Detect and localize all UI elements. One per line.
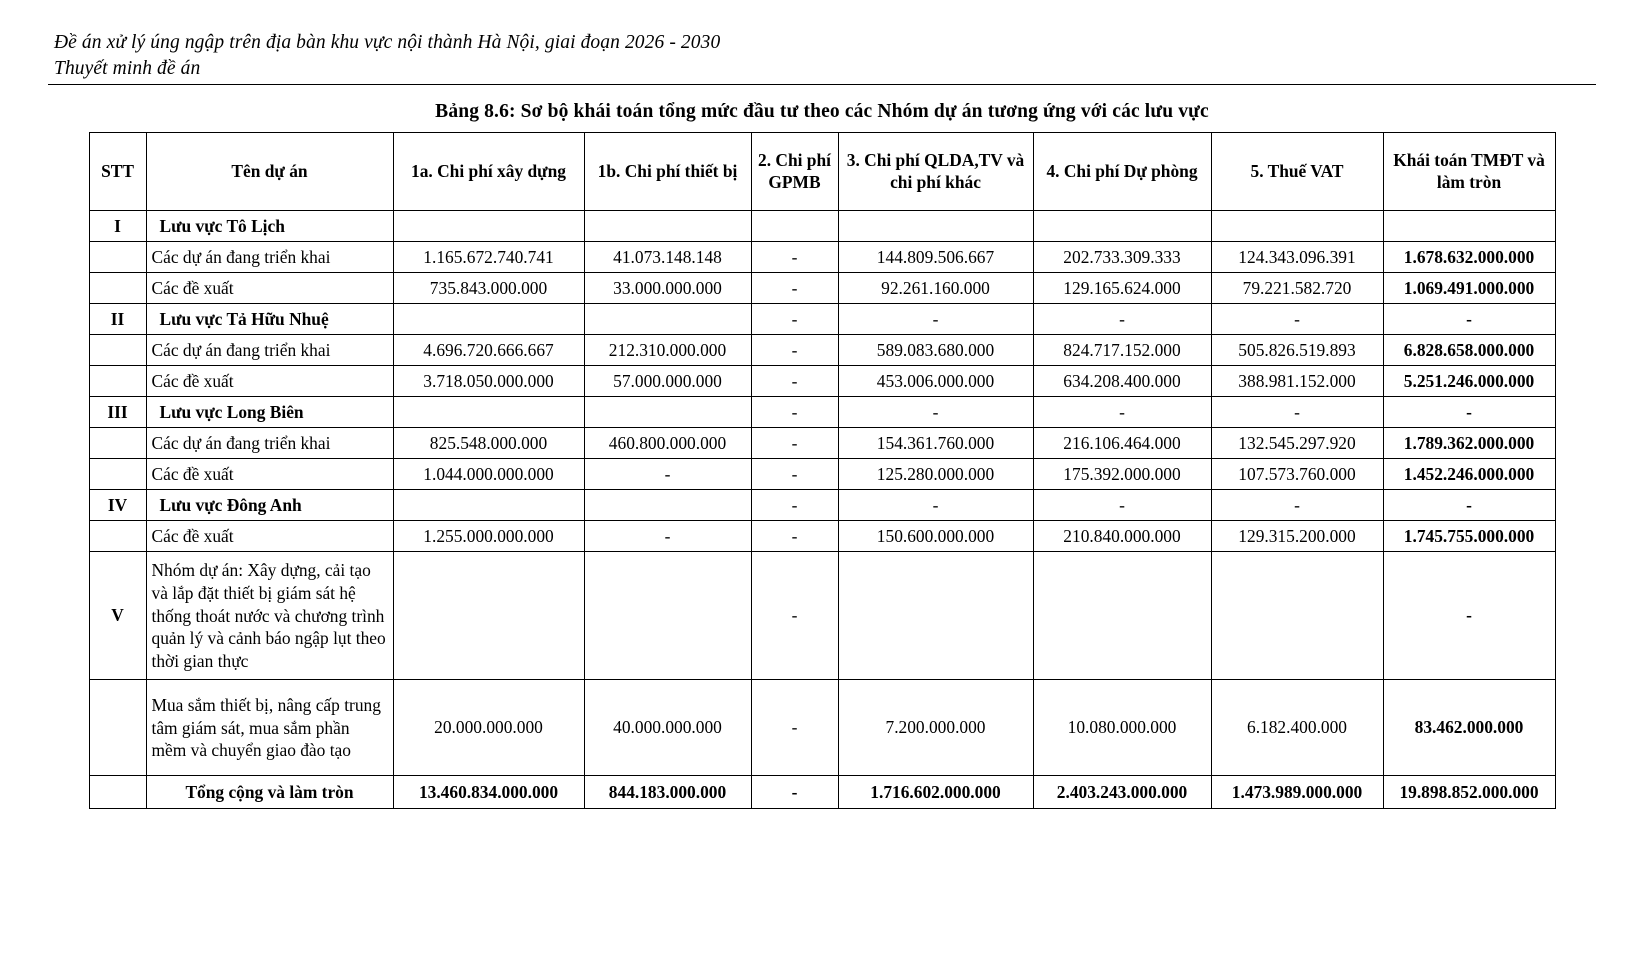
table-header [89,133,1555,211]
cell-management-consulting-cost: - [838,304,1033,335]
cell-stt [89,335,146,366]
cell-site-clearance-cost: - [751,490,838,521]
table-row [89,242,1555,273]
table-row [89,335,1555,366]
cell-total-estimate: - [1383,397,1555,428]
cell-total-estimate: 6.828.658.000.000 [1383,335,1555,366]
cell-site-clearance-cost: - [751,397,838,428]
table-row [89,273,1555,304]
cell-project-name: Lưu vực Đông Anh [146,490,393,521]
cell-stt [89,273,146,304]
cell-vat: 6.182.400.000 [1211,680,1383,776]
table-row [89,490,1555,521]
cell-management-consulting-cost: 453.006.000.000 [838,366,1033,397]
cell-vat: 505.826.519.893 [1211,335,1383,366]
cell-contingency-cost: 634.208.400.000 [1033,366,1211,397]
table-header-row [89,133,1555,211]
cell-project-name: Lưu vực Tả Hữu Nhuệ [146,304,393,335]
cell-construction-cost: 1.165.672.740.741 [393,242,584,273]
cell-site-clearance-cost: - [751,242,838,273]
cell-vat: 132.545.297.920 [1211,428,1383,459]
cell-construction-cost: 3.718.050.000.000 [393,366,584,397]
cell-contingency-cost [1033,552,1211,680]
cell-contingency-cost: 210.840.000.000 [1033,521,1211,552]
cell-vat: 1.473.989.000.000 [1211,776,1383,809]
cell-vat: 107.573.760.000 [1211,459,1383,490]
column-header-construction-cost: 1a. Chi phí xây dựng [393,133,584,211]
investment-cost-table [89,132,1556,809]
cell-site-clearance-cost: - [751,366,838,397]
table-caption: Bảng 8.6: Sơ bộ khái toán tổng mức đầu tư theo các Nhóm dự án tương ứng với các lưu vực [435,101,1209,123]
table-row [89,397,1555,428]
cell-vat: - [1211,490,1383,521]
cell-equipment-cost: - [584,459,751,490]
cell-contingency-cost: 824.717.152.000 [1033,335,1211,366]
cell-vat: 124.343.096.391 [1211,242,1383,273]
column-header-stt: STT [89,133,146,211]
cell-vat: - [1211,397,1383,428]
cell-construction-cost [393,552,584,680]
column-header-site-clearance-cost: 2. Chi phí GPMB [751,133,838,211]
header-divider [48,84,1596,85]
cell-site-clearance-cost: - [751,680,838,776]
cell-stt [89,459,146,490]
cell-construction-cost: 13.460.834.000.000 [393,776,584,809]
cell-project-name: Các đề xuất [146,459,393,490]
table-row [89,552,1555,680]
cell-project-name: Mua sắm thiết bị, nâng cấp trung tâm giám sát, mua sắm phần mềm và chuyển giao đào tạo [146,680,393,776]
running-header-line-1: Đề án xử lý úng ngập trên địa bàn khu vực nội thành Hà Nội, giai đoạn 2026 - 2030 [54,32,721,53]
cell-construction-cost [393,304,584,335]
cell-construction-cost: 1.044.000.000.000 [393,459,584,490]
table-row [89,680,1555,776]
cell-total-estimate: 5.251.246.000.000 [1383,366,1555,397]
cell-vat [1211,552,1383,680]
cell-project-name: Nhóm dự án: Xây dựng, cải tạo và lắp đặt thiết bị giám sát hệ thống thoát nước và chương trình quản lý và cảnh báo ngập lụt theo thời gian thực [146,552,393,680]
table-row [89,521,1555,552]
column-header-total-estimate: Khái toán TMĐT và làm tròn [1383,133,1555,211]
cell-total-estimate: 1.452.246.000.000 [1383,459,1555,490]
cell-project-name: Các dự án đang triển khai [146,428,393,459]
cell-equipment-cost: 41.073.148.148 [584,242,751,273]
cell-management-consulting-cost: 125.280.000.000 [838,459,1033,490]
cell-stt: V [89,552,146,680]
cell-project-name: Các đề xuất [146,521,393,552]
cell-contingency-cost: 202.733.309.333 [1033,242,1211,273]
table-row [89,211,1555,242]
column-header-equipment-cost: 1b. Chi phí thiết bị [584,133,751,211]
cell-stt [89,776,146,809]
cell-stt [89,428,146,459]
cell-construction-cost [393,211,584,242]
cell-total-estimate: - [1383,304,1555,335]
cell-project-name: Các dự án đang triển khai [146,242,393,273]
cell-equipment-cost: 57.000.000.000 [584,366,751,397]
cell-vat: 388.981.152.000 [1211,366,1383,397]
cell-management-consulting-cost: 7.200.000.000 [838,680,1033,776]
cell-construction-cost [393,397,584,428]
cell-management-consulting-cost [838,552,1033,680]
cell-construction-cost: 825.548.000.000 [393,428,584,459]
cell-equipment-cost [584,397,751,428]
cell-equipment-cost [584,490,751,521]
cell-site-clearance-cost: - [751,552,838,680]
cell-site-clearance-cost: - [751,273,838,304]
cell-total-estimate: 1.745.755.000.000 [1383,521,1555,552]
cell-vat: - [1211,304,1383,335]
cell-contingency-cost: - [1033,490,1211,521]
cell-construction-cost: 735.843.000.000 [393,273,584,304]
table-row [89,459,1555,490]
cell-stt: II [89,304,146,335]
cell-project-name: Lưu vực Long Biên [146,397,393,428]
cell-equipment-cost: - [584,521,751,552]
cell-vat [1211,211,1383,242]
column-header-vat: 5. Thuế VAT [1211,133,1383,211]
cell-management-consulting-cost: 150.600.000.000 [838,521,1033,552]
cell-site-clearance-cost: - [751,459,838,490]
cell-site-clearance-cost: - [751,521,838,552]
cell-total-estimate: - [1383,490,1555,521]
cell-contingency-cost: 216.106.464.000 [1033,428,1211,459]
cell-site-clearance-cost: - [751,428,838,459]
cell-site-clearance-cost: - [751,776,838,809]
cell-management-consulting-cost: 1.716.602.000.000 [838,776,1033,809]
cell-vat: 129.315.200.000 [1211,521,1383,552]
cell-stt [89,366,146,397]
cell-site-clearance-cost [751,211,838,242]
cell-project-name: Các dự án đang triển khai [146,335,393,366]
cell-contingency-cost: 175.392.000.000 [1033,459,1211,490]
cell-contingency-cost: - [1033,304,1211,335]
cell-equipment-cost [584,552,751,680]
cell-management-consulting-cost: - [838,397,1033,428]
cell-equipment-cost: 460.800.000.000 [584,428,751,459]
cell-project-name: Các đề xuất [146,273,393,304]
cell-construction-cost: 1.255.000.000.000 [393,521,584,552]
cell-total-estimate: 1.789.362.000.000 [1383,428,1555,459]
cell-project-name: Lưu vực Tô Lịch [146,211,393,242]
cell-equipment-cost [584,304,751,335]
table-row [89,428,1555,459]
table-summary-row [89,776,1555,809]
cell-management-consulting-cost: 154.361.760.000 [838,428,1033,459]
cell-contingency-cost: 129.165.624.000 [1033,273,1211,304]
cell-management-consulting-cost: 92.261.160.000 [838,273,1033,304]
cell-equipment-cost [584,211,751,242]
cell-construction-cost: 20.000.000.000 [393,680,584,776]
cell-site-clearance-cost: - [751,304,838,335]
cell-total-estimate: - [1383,552,1555,680]
cell-project-name: Các đề xuất [146,366,393,397]
cell-stt: III [89,397,146,428]
cell-stt: I [89,211,146,242]
cell-contingency-cost [1033,211,1211,242]
table-body [89,211,1555,809]
cell-total-estimate: 19.898.852.000.000 [1383,776,1555,809]
cell-construction-cost [393,490,584,521]
cell-summary-label: Tổng cộng và làm tròn [146,776,393,809]
cell-management-consulting-cost: - [838,490,1033,521]
cell-contingency-cost: 2.403.243.000.000 [1033,776,1211,809]
cell-total-estimate: 1.069.491.000.000 [1383,273,1555,304]
cell-contingency-cost: - [1033,397,1211,428]
cell-stt [89,242,146,273]
running-header-line-2: Thuyết minh đề án [54,57,201,79]
column-header-project-name: Tên dự án [146,133,393,211]
cell-management-consulting-cost: 144.809.506.667 [838,242,1033,273]
cell-stt [89,521,146,552]
cell-site-clearance-cost: - [751,335,838,366]
table-row [89,304,1555,335]
column-header-management-consulting-cost: 3. Chi phí QLDA,TV và chi phí khác [838,133,1033,211]
cell-stt [89,680,146,776]
cell-management-consulting-cost [838,211,1033,242]
running-header [48,30,1596,81]
cell-vat: 79.221.582.720 [1211,273,1383,304]
cell-total-estimate: 1.678.632.000.000 [1383,242,1555,273]
cell-equipment-cost: 40.000.000.000 [584,680,751,776]
table-row [89,366,1555,397]
column-header-contingency-cost: 4. Chi phí Dự phòng [1033,133,1211,211]
cell-equipment-cost: 33.000.000.000 [584,273,751,304]
cell-total-estimate [1383,211,1555,242]
cell-total-estimate: 83.462.000.000 [1383,680,1555,776]
cell-stt: IV [89,490,146,521]
cell-contingency-cost: 10.080.000.000 [1033,680,1211,776]
cell-equipment-cost: 212.310.000.000 [584,335,751,366]
cell-equipment-cost: 844.183.000.000 [584,776,751,809]
cell-construction-cost: 4.696.720.666.667 [393,335,584,366]
cell-management-consulting-cost: 589.083.680.000 [838,335,1033,366]
